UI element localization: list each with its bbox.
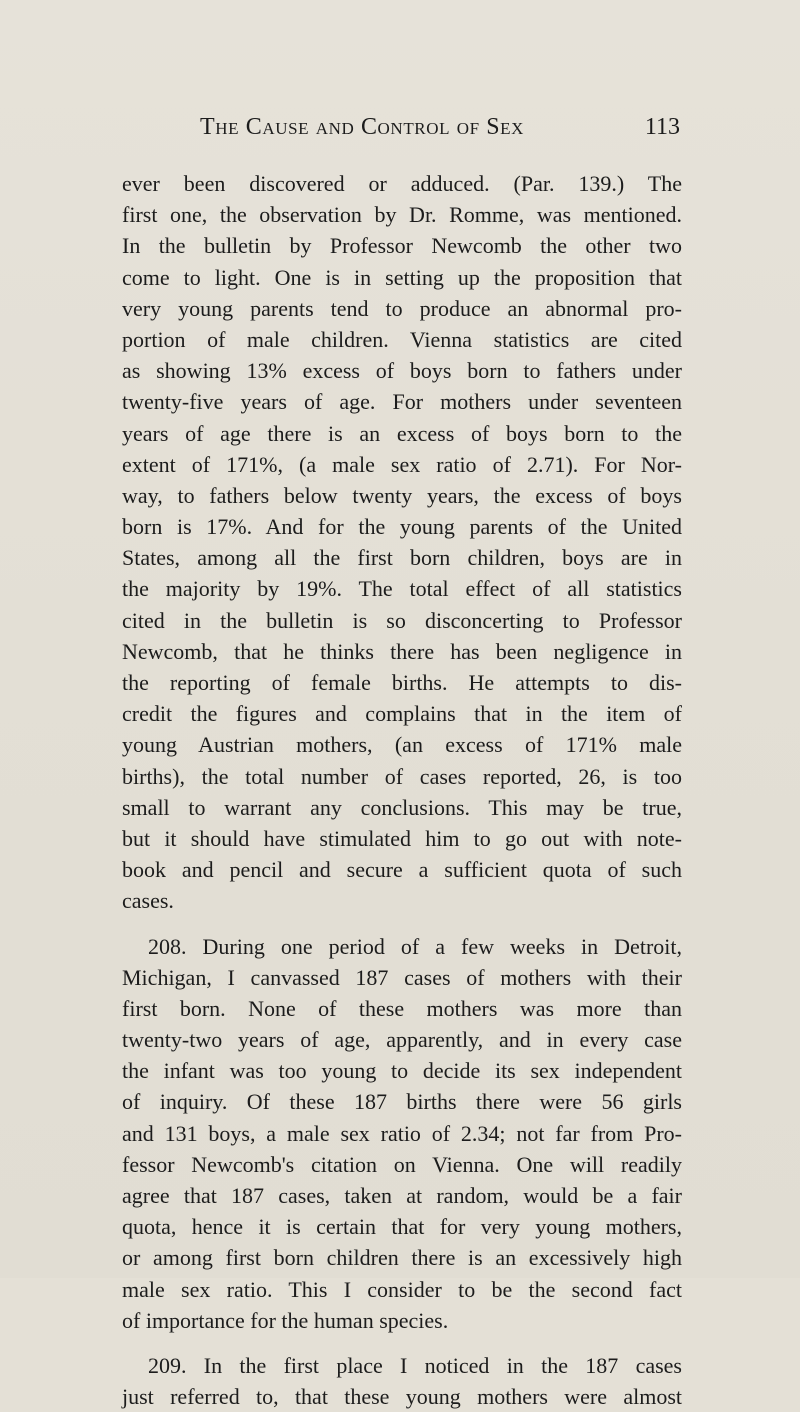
paragraph-gap	[122, 917, 682, 931]
text-line: of inquiry. Of these 187 births there were 56 girls	[122, 1089, 682, 1115]
running-title: The Cause and Control of Sex	[200, 114, 525, 140]
text-line: book and pencil and secure a sufficient quota of such	[122, 857, 682, 883]
text-line: twenty-five years of age. For mothers under seventeen	[122, 389, 682, 415]
text-line: credit the figures and complains that in the item of	[122, 701, 682, 727]
text-line: States, among all the first born children, boys are in	[122, 545, 682, 571]
paragraph	[122, 931, 682, 1336]
paragraph-gap	[122, 1336, 682, 1350]
text-line: 209. In the first place I noticed in the 187 cases	[148, 1352, 682, 1378]
text-line: 208. During one period of a few weeks in Detroit,	[148, 933, 682, 959]
text-line: extent of 171%, (a male sex ratio of 2.71). For Nor-	[122, 451, 682, 477]
page-number: 113	[644, 114, 680, 140]
text-line: In the bulletin by Professor Newcomb the other two	[122, 233, 682, 259]
text-line: come to light. One is in setting up the proposition that	[122, 264, 682, 290]
text-line: male sex ratio. This I consider to be the second fact	[122, 1276, 682, 1302]
text-line: portion of male children. Vienna statistics are cited	[122, 326, 682, 352]
paragraph	[122, 1350, 682, 1412]
text-line: just referred to, that these young mothers were almost	[122, 1384, 682, 1410]
text-line: cited in the bulletin is so disconcerting to Professor	[122, 607, 682, 633]
text-line: very young parents tend to produce an abnormal pro-	[122, 295, 682, 321]
text-line: born is 17%. And for the young parents of the United	[122, 514, 682, 540]
text-line: ever been discovered or adduced. (Par. 139.) The	[122, 171, 682, 196]
text-line: Newcomb, that he thinks there has been negligence in	[122, 638, 682, 664]
text-line: births), the total number of cases reported, 26, is too	[122, 763, 682, 789]
text-line: small to warrant any conclusions. This may be true,	[122, 794, 682, 820]
text-line: first born. None of these mothers was more than	[122, 995, 682, 1021]
text-line: and 131 boys, a male sex ratio of 2.34; not far from Pro-	[122, 1120, 682, 1146]
text-line: way, to fathers below twenty years, the excess of boys	[122, 482, 682, 508]
text-line: first one, the observation by Dr. Romme, was mentioned.	[122, 202, 682, 228]
text-line: cases.	[122, 888, 174, 914]
text-line: fessor Newcomb's citation on Vienna. One will readily	[122, 1151, 682, 1177]
text-line: years of age there is an excess of boys born to the	[122, 420, 682, 446]
text-line: agree that 187 cases, taken at random, would be a fair	[122, 1183, 682, 1208]
paragraph	[122, 168, 682, 917]
body-text	[122, 168, 682, 1412]
text-line: of importance for the human species.	[122, 1307, 449, 1333]
text-line: the reporting of female births. He attempts to dis-	[122, 670, 682, 695]
text-line: or among first born children there is an excessively high	[122, 1245, 682, 1271]
page-header	[200, 114, 680, 148]
text-line: twenty-two years of age, apparently, and in every case	[122, 1027, 682, 1053]
text-line: the majority by 19%. The total effect of all statistics	[122, 576, 682, 602]
text-line: young Austrian mothers, (an excess of 171% male	[122, 732, 682, 758]
text-line: quota, hence it is certain that for very young mothers,	[122, 1214, 682, 1240]
text-line: but it should have stimulated him to go out with note-	[122, 825, 682, 851]
text-line: Michigan, I canvassed 187 cases of mothers with their	[122, 964, 682, 990]
text-line: as showing 13% excess of boys born to fathers under	[122, 358, 682, 384]
text-line: the infant was too young to decide its sex independent	[122, 1058, 682, 1084]
